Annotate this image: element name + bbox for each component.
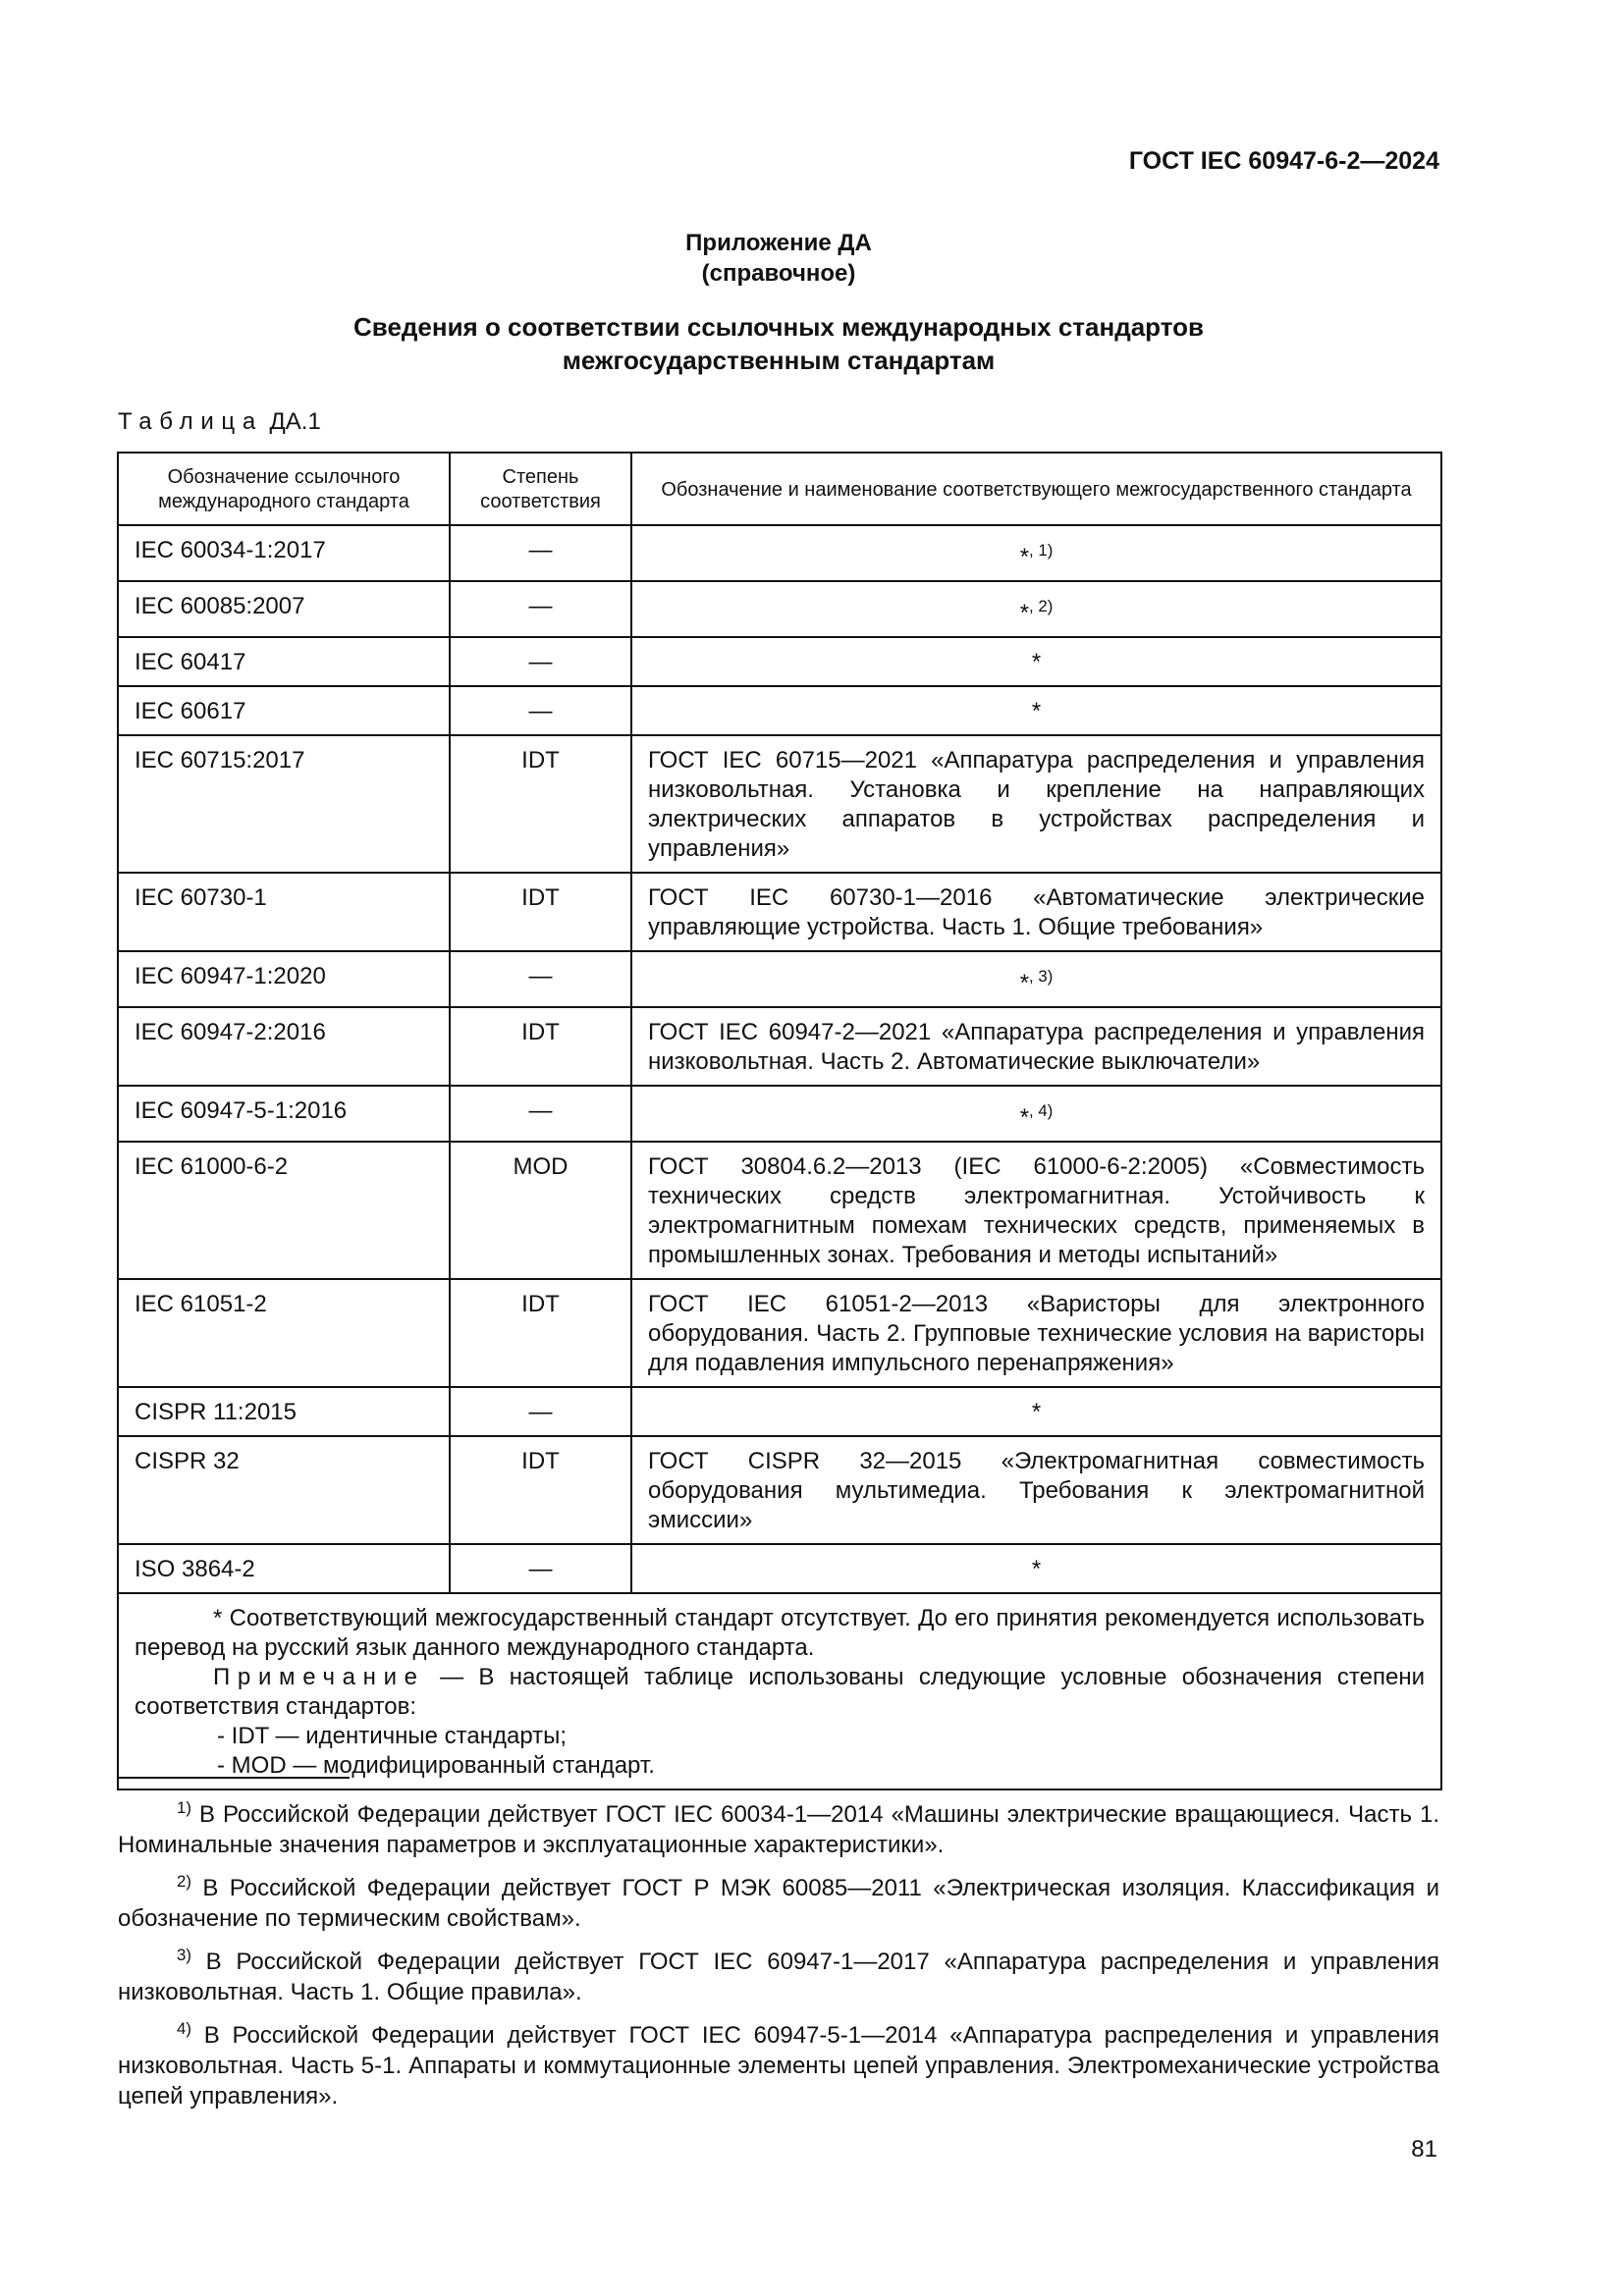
correspondence-table — [117, 452, 1442, 1790]
table-caption-word: Таблица — [118, 408, 263, 435]
absent-standard-mark: * — [1019, 544, 1030, 570]
table-row — [118, 581, 1441, 637]
table-row — [118, 1387, 1441, 1436]
degree-cell: IDT — [450, 735, 631, 873]
absent-standard-mark: * — [1031, 1556, 1042, 1582]
table-row — [118, 1436, 1441, 1544]
reference-standard-cell: IEC 60947-5-1:2016 — [118, 1086, 450, 1142]
footnote-text: В Российской Федерации действует ГОСТ IEC 60947-5-1—2014 «Аппаратура распределения и управления низковольтная. Часть 5-1. Аппараты и коммутационные элементы цепей управления. Электромеханические устройства цепей управления». — [118, 2022, 1439, 2109]
footnote — [118, 1940, 1439, 2007]
degree-cell: IDT — [450, 1007, 631, 1086]
annex-subtitle: (справочное) — [701, 260, 856, 287]
reference-standard-cell: CISPR 11:2015 — [118, 1387, 450, 1436]
remark-item-idt: - IDT — идентичные стандарты; — [217, 1723, 568, 1749]
degree-cell: — — [450, 951, 631, 1007]
footnote-text: В Российской Федерации действует ГОСТ IEC 60947-1—2017 «Аппаратура распределения и управления низковольтная. Часть 1. Общие правила». — [118, 1949, 1439, 2005]
degree-cell: — — [450, 581, 631, 637]
table-row — [118, 525, 1441, 581]
interstate-standard-cell — [631, 951, 1441, 1007]
absent-standard-mark: * — [1019, 600, 1030, 626]
degree-cell: IDT — [450, 873, 631, 951]
footnote-mark: 4) — [177, 2019, 191, 2038]
section-heading — [118, 310, 1439, 377]
reference-standard-cell: CISPR 32 — [118, 1436, 450, 1544]
absent-standard-mark: * — [1031, 1399, 1042, 1425]
degree-cell: IDT — [450, 1436, 631, 1544]
footnote-mark: 3) — [177, 1946, 191, 1964]
section-title-line-1: Сведения о соответствии ссылочных международных стандартов — [353, 312, 1204, 342]
reference-standard-cell: IEC 60947-1:2020 — [118, 951, 450, 1007]
reference-standard-cell: IEC 60085:2007 — [118, 581, 450, 637]
footnote-reference: , 1) — [1029, 541, 1054, 560]
reference-standard-cell: IEC 60617 — [118, 686, 450, 735]
table-row — [118, 1007, 1441, 1086]
absent-standard-mark: * — [1019, 1104, 1030, 1131]
degree-cell: IDT — [450, 1279, 631, 1387]
degree-cell: — — [450, 525, 631, 581]
absent-standard-mark: * — [1031, 649, 1042, 675]
reference-standard-cell: ISO 3864-2 — [118, 1544, 450, 1593]
table-row — [118, 637, 1441, 686]
footnote-reference: , 4) — [1029, 1101, 1054, 1120]
reference-standard-cell: IEC 60730-1 — [118, 873, 450, 951]
interstate-standard-cell: ГОСТ IEC 60730-1—2016 «Автоматические электрические управляющие устройства. Часть 1. Общие требования» — [631, 873, 1441, 951]
interstate-standard-cell — [631, 525, 1441, 581]
reference-standard-cell: IEC 61051-2 — [118, 1279, 450, 1387]
degree-cell: — — [450, 1387, 631, 1436]
footnote — [118, 1792, 1439, 1860]
interstate-standard-cell — [631, 637, 1441, 686]
table-row — [118, 1544, 1441, 1593]
star-note: * Соответствующий межгосударственный стандарт отсутствует. До его принятия рекомендуется использовать перевод на русский язык данного международного стандарта. — [135, 1605, 1425, 1661]
table-body — [118, 525, 1441, 1593]
footnote-reference: , 2) — [1029, 597, 1054, 615]
footnote — [118, 2013, 1439, 2111]
footnote-text: В Российской Федерации действует ГОСТ Р МЭК 60085—2011 «Электрическая изоляция. Классификация и обозначение по термическим свойствам». — [118, 1875, 1439, 1932]
footnote-divider — [118, 1777, 350, 1779]
absent-standard-mark: * — [1019, 970, 1030, 996]
interstate-standard-cell: ГОСТ IEC 61051-2—2013 «Варисторы для электронного оборудования. Часть 2. Групповые технические условия на варисторы для подавления импульсного перенапряжения» — [631, 1279, 1441, 1387]
table-row — [118, 1142, 1441, 1279]
reference-standard-cell: IEC 60715:2017 — [118, 735, 450, 873]
interstate-standard-cell — [631, 1086, 1441, 1142]
reference-standard-cell: IEC 60947-2:2016 — [118, 1007, 450, 1086]
degree-cell: — — [450, 1086, 631, 1142]
table-header-row — [118, 453, 1441, 525]
section-title-line-2: межгосударственным стандартам — [562, 346, 996, 375]
footnotes — [118, 1792, 1439, 2117]
footnote-mark: 1) — [177, 1798, 191, 1817]
table-caption — [118, 408, 321, 436]
interstate-standard-cell — [631, 1544, 1441, 1593]
remark-word: Примечание — [213, 1664, 425, 1690]
interstate-standard-cell: ГОСТ CISPR 32—2015 «Электромагнитная совместимость оборудования мультимедиа. Требования к электромагнитной эмиссии» — [631, 1436, 1441, 1544]
table-row — [118, 873, 1441, 951]
absent-standard-mark: * — [1031, 698, 1042, 724]
degree-cell: — — [450, 686, 631, 735]
table-notes — [118, 1593, 1441, 1789]
degree-cell: MOD — [450, 1142, 631, 1279]
reference-standard-cell: IEC 60417 — [118, 637, 450, 686]
table-row — [118, 735, 1441, 873]
footnote-mark: 2) — [177, 1872, 191, 1891]
table-row — [118, 1279, 1441, 1387]
interstate-standard-cell: ГОСТ IEC 60715—2021 «Аппаратура распределения и управления низковольтная. Установка и крепление на направляющих электрических аппаратов в устройствах распределения и управления» — [631, 735, 1441, 873]
interstate-standard-cell — [631, 581, 1441, 637]
table-caption-id: ДА.1 — [269, 408, 321, 435]
remark-text: — В настоящей таблице использованы следующие условные обозначения степени соответствия стандартов: — [135, 1664, 1425, 1720]
reference-standard-cell: IEC 61000-6-2 — [118, 1142, 450, 1279]
degree-cell: — — [450, 1544, 631, 1593]
remark — [135, 1663, 1425, 1722]
table-row — [118, 686, 1441, 735]
reference-standard-cell: IEC 60034-1:2017 — [118, 525, 450, 581]
table-notes-row — [118, 1593, 1441, 1789]
header-degree: Степень соответствия — [450, 453, 631, 525]
header-reference-standard: Обозначение ссылочного международного стандарта — [118, 453, 450, 525]
interstate-standard-cell: ГОСТ 30804.6.2—2013 (IEC 61000-6-2:2005) «Совместимость технических средств электромагнитная. Устойчивость к электромагнитным помехам технических средств, применяемых в промышленных зонах. Требования и методы испытаний» — [631, 1142, 1441, 1279]
page-number: 81 — [1411, 2136, 1437, 2163]
footnote-reference: , 3) — [1029, 967, 1054, 986]
interstate-standard-cell — [631, 686, 1441, 735]
header-interstate-standard: Обозначение и наименование соответствующего межгосударственного стандарта — [631, 453, 1441, 525]
annex-title: Приложение ДА — [685, 230, 872, 256]
footnote-text: В Российской Федерации действует ГОСТ IEC 60034-1—2014 «Машины электрические вращающиеся. Часть 1. Номинальные значения параметров и эксплуатационные характеристики». — [118, 1801, 1439, 1858]
document-code: ГОСТ IEC 60947-6-2—2024 — [1128, 147, 1439, 175]
interstate-standard-cell: ГОСТ IEC 60947-2—2021 «Аппаратура распределения и управления низковольтная. Часть 2. Автоматические выключатели» — [631, 1007, 1441, 1086]
remark-item-mod: - MOD — модифицированный стандарт. — [217, 1752, 655, 1779]
degree-cell: — — [450, 637, 631, 686]
table-row — [118, 951, 1441, 1007]
annex-heading — [118, 228, 1439, 289]
table-row — [118, 1086, 1441, 1142]
interstate-standard-cell — [631, 1387, 1441, 1436]
footnote — [118, 1866, 1439, 1934]
